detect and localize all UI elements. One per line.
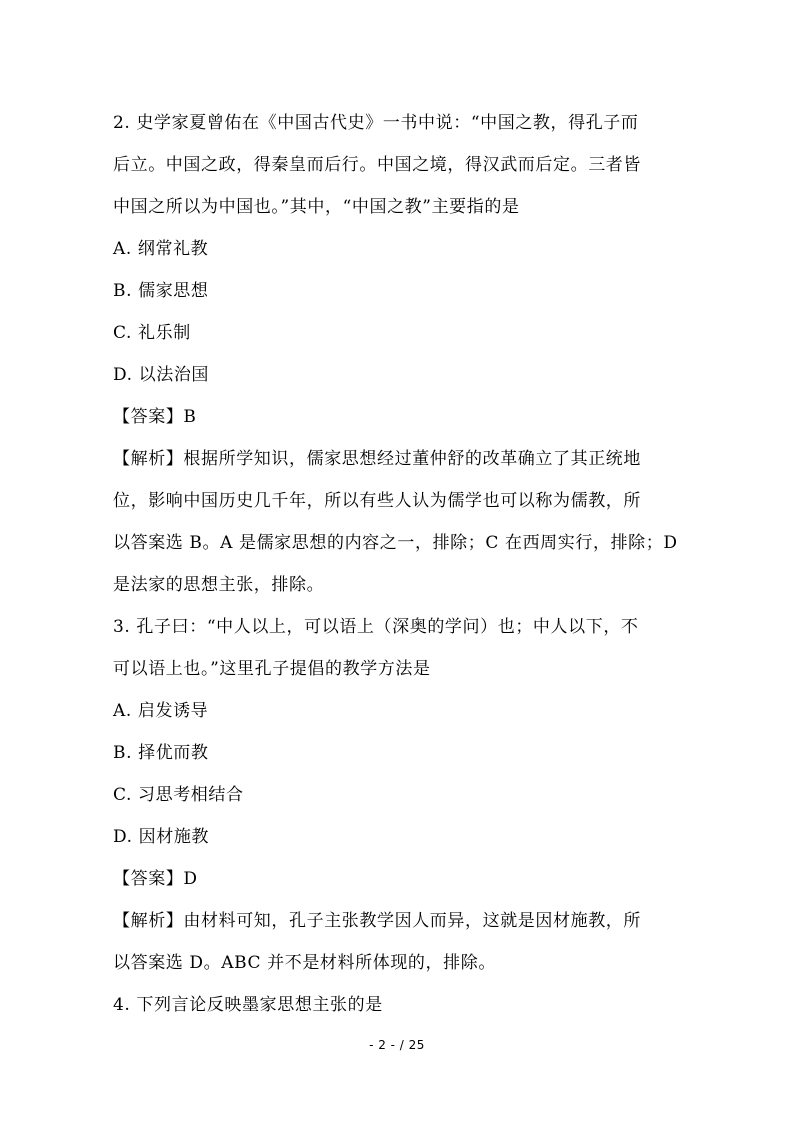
question-2-analysis-line-2: 位，影响中国历史几千年，所以有些人认为儒学也可以称为儒教，所 <box>113 491 641 511</box>
question-2-analysis-line-1: 【解析】根据所学知识，儒家思想经过董仲舒的改革确立了其正统地 <box>113 449 641 469</box>
question-3-analysis-line-2: 以答案选 D。ABC 并不是材料所体现的，排除。 <box>113 953 496 973</box>
question-3-stem-line-1: 3. 孔子曰：“中人以上，可以语上（深奥的学问）也；中人以下，不 <box>113 617 639 637</box>
question-3-option-a: A. 启发诱导 <box>113 701 209 721</box>
question-2-option-a: A. 纲常礼教 <box>113 239 209 259</box>
question-3-stem-line-2: 可以语上也。”这里孔子提倡的教学方法是 <box>113 659 431 679</box>
question-2-option-d: D. 以法治国 <box>113 365 210 385</box>
question-3-option-b: B. 择优而教 <box>113 743 209 763</box>
question-2-analysis-line-3: 以答案选 B。A 是儒家思想的内容之一，排除；C 在西周实行，排除；D <box>113 533 678 553</box>
question-2-stem-line-1: 2. 史学家夏曾佑在《中国古代史》一书中说：“中国之教，得孔子而 <box>113 113 639 133</box>
question-4-stem-line-1: 4. 下列言论反映墨家思想主张的是 <box>113 995 383 1015</box>
question-2-analysis-line-4: 是法家的思想主张，排除。 <box>113 575 325 595</box>
question-3-option-d: D. 因材施教 <box>113 827 210 847</box>
question-3-answer: 【答案】D <box>113 869 198 889</box>
question-2-option-b: B. 儒家思想 <box>113 281 209 301</box>
question-2-stem-line-2: 后立。中国之政，得秦皇而后行。中国之境，得汉武而后定。三者皆 <box>113 155 641 175</box>
question-2-option-c: C. 礼乐制 <box>113 323 191 343</box>
question-3-analysis-line-1: 【解析】由材料可知，孔子主张教学因人而异，这就是因材施教，所 <box>113 911 641 931</box>
question-2-stem-line-3: 中国之所以为中国也。”其中，“中国之教”主要指的是 <box>113 197 520 217</box>
page-number: - 2 - / 25 <box>369 1038 425 1052</box>
question-2-answer: 【答案】B <box>113 407 197 427</box>
question-3-option-c: C. 习思考相结合 <box>113 785 244 805</box>
document-body <box>113 102 688 1026</box>
